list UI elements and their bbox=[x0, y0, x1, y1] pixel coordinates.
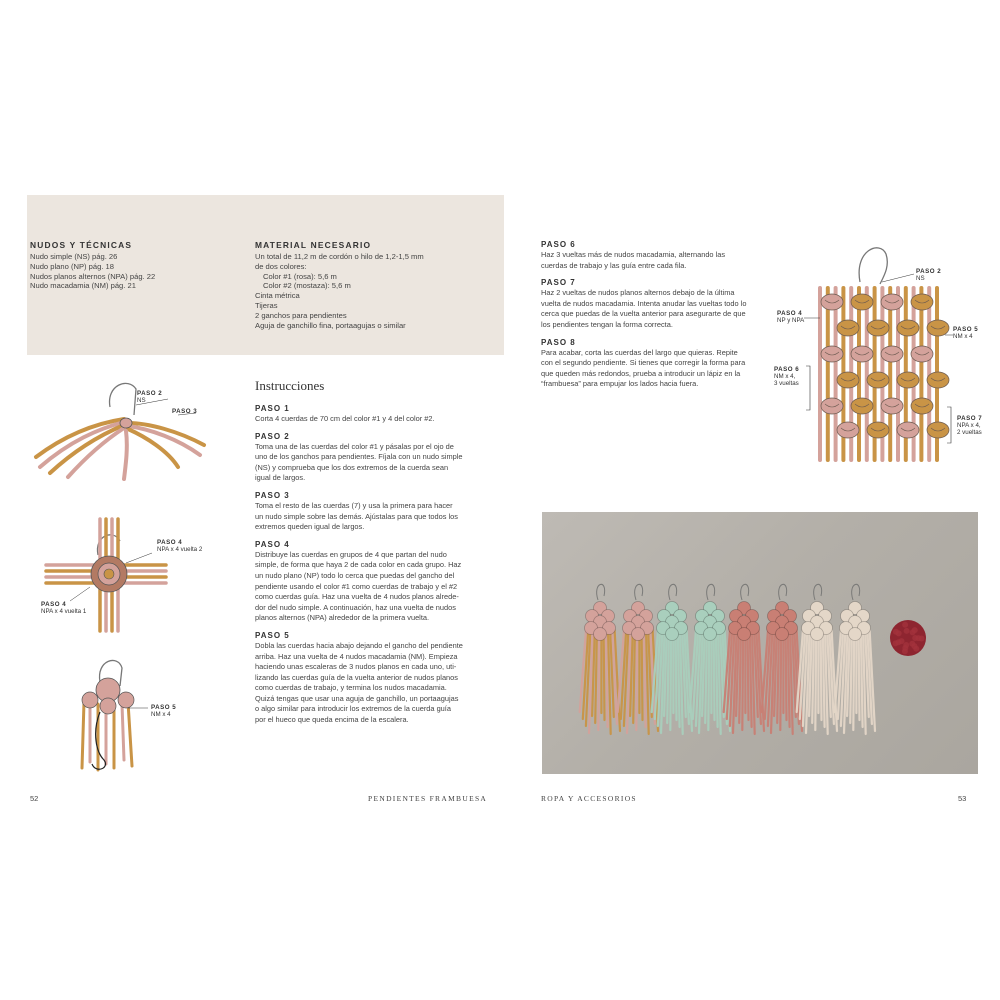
diagram-paso4 bbox=[40, 515, 170, 635]
material-item: Tijeras bbox=[255, 300, 278, 310]
step-text: que queden más redondos, prueba a introducir un lápiz en la bbox=[541, 368, 741, 378]
step-text: arriba. Haz una vuelta de 4 nudos macadamia (NM). Empieza bbox=[255, 651, 458, 661]
instructions-title: Instrucciones bbox=[255, 378, 325, 393]
label-r-paso2: PASO 2 NS bbox=[916, 268, 942, 282]
technique-item: Nudo plano (NP) pág. 18 bbox=[30, 261, 115, 271]
step-text: como cuerdas guía. Haz una vuelta de 4 nudos planos alrede- bbox=[255, 592, 459, 602]
step-heading: PASO 4 bbox=[255, 539, 290, 549]
step-text: (NS) y comprueba que los dos extremos de la cuerda sean bbox=[255, 462, 449, 472]
step-text: cuerdas de trabajo y las guía entre cada fila. bbox=[541, 260, 687, 270]
step-text: Quizá tengas que usar una aguja de ganchillo, un portaagujas bbox=[255, 693, 459, 703]
technique-item: Nudo macadamia (NM) pág. 21 bbox=[30, 281, 136, 291]
label-r-paso7: PASO 7 NPA x 4, 2 vueltas bbox=[957, 415, 983, 436]
label-d2-paso4-left: PASO 4 NPA x 4 vuelta 1 bbox=[41, 601, 87, 615]
step-text: Toma el resto de las cuerdas (7) y usa la primera para hacer bbox=[255, 500, 453, 510]
step-text: Corta 4 cuerdas de 70 cm del color #1 y 4 del color #2. bbox=[255, 414, 435, 423]
material-item: de dos colores: bbox=[255, 261, 307, 271]
diagram-paso5 bbox=[70, 652, 150, 777]
material-item: 2 ganchos para pendientes bbox=[255, 310, 347, 320]
techniques-heading: NUDOS Y TÉCNICAS bbox=[30, 240, 133, 250]
step-text: Haz 2 vueltas de nudos planos alternos debajo de la última bbox=[541, 288, 735, 298]
step-heading: PASO 2 bbox=[255, 431, 290, 441]
material-item: Un total de 11,2 m de cordón o hilo de 1,2-1,5 mm bbox=[255, 252, 424, 261]
bracket-right bbox=[945, 325, 965, 465]
step-text: o algo similar para introducir los extremos de la cuerda guía bbox=[255, 704, 451, 714]
technique-item: Nudo simple (NS) pág. 26 bbox=[30, 252, 118, 261]
label-r-paso6: PASO 6 NM x 4, 3 vueltas bbox=[774, 366, 800, 387]
step-text: pendiente usando el color #1 como cuerdas de trabajo y el #2 bbox=[255, 581, 458, 591]
step-text: vuelta de nudos macadamia. Intenta anudar las vueltas todo lo bbox=[541, 298, 747, 308]
step-heading: PASO 7 bbox=[541, 278, 576, 288]
page-number-left: 52 bbox=[30, 794, 39, 803]
material-item: Color #1 (rosa): 5,6 m bbox=[263, 271, 337, 281]
step-text: Para acabar, corta las cuerdas del largo que quieras. Repite bbox=[541, 347, 738, 357]
step-heading: PASO 3 bbox=[255, 490, 290, 500]
step-text: simple, de forma que haya 2 de cada color en cada grupo. Haz bbox=[255, 560, 462, 570]
label-r-paso5: PASO 5 NM x 4 bbox=[953, 326, 979, 340]
step-heading: PASO 1 bbox=[255, 404, 290, 413]
step-text: extremos queden igual de largos. bbox=[255, 522, 365, 532]
step-text: “frambuesa” para empujar los lados hacia fuera. bbox=[541, 379, 699, 389]
instructions-column bbox=[255, 378, 500, 725]
techniques-section bbox=[30, 240, 240, 291]
step-text: Distribuye las cuerdas en grupos de 4 que partan del nudo bbox=[255, 549, 447, 559]
label-r-paso4: PASO 4 NP y NPA bbox=[777, 310, 805, 324]
step-text: igual de largos. bbox=[255, 473, 306, 483]
step-text: dor del nudo simple. A continuación, haz una vuelta de nudos bbox=[255, 602, 456, 612]
step-heading: PASO 6 bbox=[541, 240, 576, 249]
step-text: planos alternos (NPA) alrededor de la primera vuelta. bbox=[255, 613, 430, 623]
label-d1-paso2: PASO 2 NS bbox=[137, 390, 163, 404]
step-heading: PASO 5 bbox=[255, 630, 290, 640]
step-text: un nudo simple sobre las demás. Ajústalas para que todos los bbox=[255, 511, 458, 521]
step-text: haciendo unas escaleras de 3 nudos planos en cada uno, uti- bbox=[255, 662, 457, 672]
step-text: Haz 3 vueltas más de nudos macadamia, alternando las bbox=[541, 250, 726, 259]
step-text: uno de los ganchos para pendientes. Fíjala con un nudo simple bbox=[255, 452, 463, 462]
step-text: Toma una de las cuerdas del color #1 y pásalas por el ojo de bbox=[255, 441, 454, 451]
running-head-right: ROPA Y ACCESORIOS bbox=[541, 794, 637, 803]
materials-heading: MATERIAL NECESARIO bbox=[255, 240, 372, 250]
page-number-right: 53 bbox=[958, 794, 967, 803]
earrings-photo bbox=[542, 512, 978, 774]
materials-section bbox=[255, 240, 495, 330]
material-item: Cinta métrica bbox=[255, 291, 300, 301]
label-d3-paso5: PASO 5 NM x 4 bbox=[151, 704, 177, 718]
label-d1-paso3: PASO 3 bbox=[172, 408, 198, 415]
step-text: lizando las cuerdas guía de la vuelta anterior de nudos planos bbox=[255, 672, 458, 682]
label-d2-paso4-top: PASO 4 NPA x 4 vuelta 2 bbox=[157, 539, 203, 553]
material-item: Aguja de ganchillo fina, portaagujas o similar bbox=[255, 320, 406, 330]
diagram-paso2-3 bbox=[28, 375, 228, 485]
technique-item: Nudos planos alternos (NPA) pág. 22 bbox=[30, 271, 156, 281]
running-head-left: PENDIENTES FRAMBUESA bbox=[368, 794, 488, 803]
material-item: Color #2 (mostaza): 5,6 m bbox=[263, 281, 351, 291]
right-steps-column bbox=[541, 240, 766, 389]
step-text: los pendientes tengan la forma correcta. bbox=[541, 319, 673, 329]
step-heading: PASO 8 bbox=[541, 337, 576, 347]
earrings-photo-illustration bbox=[542, 512, 978, 774]
step-text: por el hueco que queda encima de la escalera. bbox=[255, 715, 409, 725]
step-text: como cuerdas de trabajo, y termina los nudos macadamia. bbox=[255, 683, 447, 693]
step-text: con el segundo pendiente. Si tienes que corregir la forma para bbox=[541, 358, 746, 368]
step-text: un nudo plano (NP) todo lo cerca que puedas del gancho del bbox=[255, 570, 455, 580]
step-text: Dobla las cuerdas hacia abajo dejando el gancho del pendiente bbox=[255, 640, 463, 650]
step-text: cerca que puedas de la vuelta anterior para asegurarte de que bbox=[541, 309, 746, 319]
